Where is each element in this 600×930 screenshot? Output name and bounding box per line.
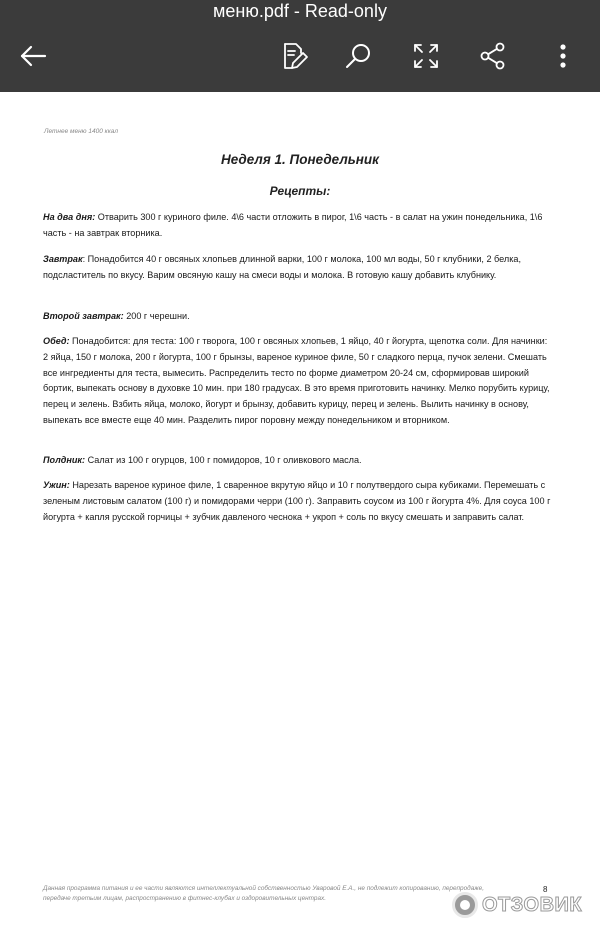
paragraph-label: Обед: — [43, 336, 70, 346]
paragraph-text: 200 г черешни. — [123, 311, 190, 321]
page-subtitle: Рецепты: — [269, 184, 331, 198]
paragraph-label: Второй завтрак: — [43, 311, 124, 321]
paragraph-breakfast — [43, 252, 553, 284]
paragraph-dinner — [43, 478, 553, 525]
search-icon[interactable] — [340, 38, 376, 74]
paragraph-two-days — [43, 210, 553, 242]
share-icon[interactable] — [475, 38, 511, 74]
paragraph-lunch — [43, 334, 553, 429]
page-title: Неделя 1. Понедельник — [220, 152, 379, 167]
paragraph-text: Нарезать вареное куриное филе, 1 сваренное вкрутую яйцо и 10 г полутвердого сыра кубиками. Перемешать с зеленым листовым салатом (100 г) и помидорами черри (100 г). Заправить соусом из 100 г йогурта 4%. Для соуса 100 г йогурта + капля русской горчицы + зубчик давленого чеснока + укроп + соль по вкусу смешать и заправить салат. — [43, 480, 551, 522]
watermark-logo-icon — [452, 892, 478, 918]
paragraph-text: Понадобится: для теста: 100 г творога, 100 г овсяных хлопьев, 1 яйцо, 40 г йогурта, щепотка соли. Для начинки: 2 яйца, 150 г молока, 200 г йогурта, 100 г брынзы, вареное куриное филе, 50 г сладкого перца, пучок зелени. Смешать все ингредиенты для теста, вымесить. Распределить тесто по форме диаметром 20-24 см, сформировав широкий бортик, выпекать основу в духовке 10 мин. при 180 градусах. В это время приготовить начинку. Мелко порубить курицу, перец и зелень. Взбить яйца, молоко, йогурт и брынзу, добавить курицу, перец и зелень. Вылить начинку в основу, выпекать все вместе еще 40 мин. Разделить пирог поровну между понедельником и вторником. — [43, 336, 550, 425]
running-header: Летнее меню 1400 ккал — [44, 128, 118, 135]
paragraph-label: Ужин: — [43, 480, 70, 490]
app-bar — [0, 0, 600, 92]
paragraph-label: Полдник: — [43, 455, 86, 465]
edit-document-icon[interactable] — [276, 38, 312, 74]
paragraph-snack — [43, 453, 553, 469]
more-vert-icon[interactable] — [545, 38, 581, 74]
paragraph-label: Завтрак — [43, 254, 83, 264]
page-number: 8 — [543, 885, 548, 894]
watermark-text: ОТЗОВИК — [482, 893, 583, 916]
document-title: меню.pdf - Read-only — [213, 1, 387, 21]
back-arrow-icon[interactable] — [15, 38, 51, 74]
pdf-page[interactable] — [0, 92, 600, 930]
paragraph-text: Отварить 300 г куриного филе. 4\6 части отложить в пирог, 1\6 часть - в салат на ужин понедельника, 1\6 часть - на завтрак вторника. — [43, 212, 543, 238]
paragraph-text: Салат из 100 г огурцов, 100 г помидоров, 10 г оливкового масла. — [85, 455, 362, 465]
fullscreen-icon[interactable] — [408, 38, 444, 74]
paragraph-second-breakfast — [43, 309, 553, 325]
paragraph-label: На два дня: — [43, 212, 96, 222]
paragraph-text: : Понадобится 40 г овсяных хлопьев длинной варки, 100 г молока, 100 мл воды, 50 г клубники, 2 белка, подсластитель по вкусу. Варим овсяную кашу на смеси воды и молока. В готовую кашу добавить клубнику. — [43, 254, 521, 280]
watermark — [452, 885, 592, 925]
copyright-footer: Данная программа питания и ее части являются интеллектуальной собственностью Уваровой Е.А., не подлежит копированию, перепродаже, передаче третьим лицам, распространению в фитнес-клубах и оздоровительных центрах. — [43, 885, 484, 902]
